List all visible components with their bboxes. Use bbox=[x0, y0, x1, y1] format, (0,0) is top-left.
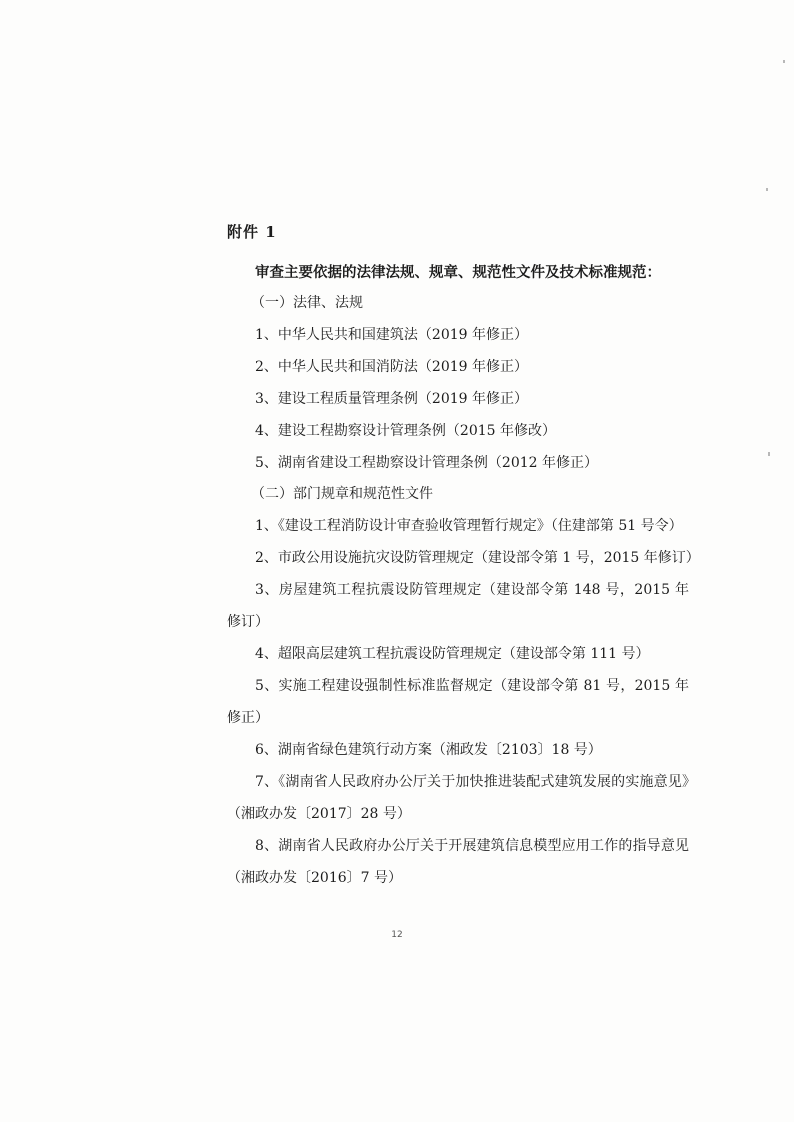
document-body bbox=[227, 257, 700, 894]
regulation-item: 1、《建设工程消防设计审查验收管理暂行规定》（住建部第 51 号令） bbox=[255, 518, 683, 534]
scan-mark bbox=[766, 188, 768, 191]
regulation-item: 3、房屋建筑工程抗震设防管理规定（建设部令第 148 号，2015 年修订） bbox=[227, 582, 689, 630]
scan-mark bbox=[783, 60, 785, 63]
law-item: 1、中华人民共和国建筑法（2019 年修正） bbox=[255, 327, 528, 343]
regulation-item: 4、超限高层建筑工程抗震设防管理规定（建设部令第 111 号） bbox=[255, 646, 650, 662]
scan-mark bbox=[768, 452, 770, 456]
law-item: 4、建设工程勘察设计管理条例（2015 年修改） bbox=[255, 423, 556, 439]
regulation-item: 7、《湖南省人民政府办公厅关于加快推进装配式建筑发展的实施意见》（湘政办发〔2017〕28 号） bbox=[227, 774, 689, 822]
regulation-item: 5、实施工程建设强制性标准监督规定（建设部令第 81 号，2015 年修正） bbox=[227, 678, 689, 726]
section-title-regulations: （二）部门规章和规范性文件 bbox=[251, 486, 433, 502]
law-item: 2、中华人民共和国消防法（2019 年修正） bbox=[255, 359, 528, 375]
section-title-laws: （一）法律、法规 bbox=[251, 295, 363, 311]
regulation-item: 8、湖南省人民政府办公厅关于开展建筑信息模型应用工作的指导意见（湘政办发〔2016〕7 号） bbox=[227, 838, 689, 886]
regulation-item: 6、湖南省绿色建筑行动方案（湘政发〔2103〕18 号） bbox=[255, 742, 602, 758]
law-item: 3、建设工程质量管理条例（2019 年修正） bbox=[255, 391, 528, 407]
regulation-item: 2、市政公用设施抗灾设防管理规定（建设部令第 1 号，2015 年修订） bbox=[255, 550, 700, 566]
page-number: 12 bbox=[391, 930, 403, 940]
law-item: 5、湖南省建设工程勘察设计管理条例（2012 年修正） bbox=[255, 455, 598, 471]
document-heading: 审查主要依据的法律法规、规章、规范性文件及技术标准规范： bbox=[255, 264, 661, 281]
attachment-label: 附件 1 bbox=[227, 223, 277, 241]
